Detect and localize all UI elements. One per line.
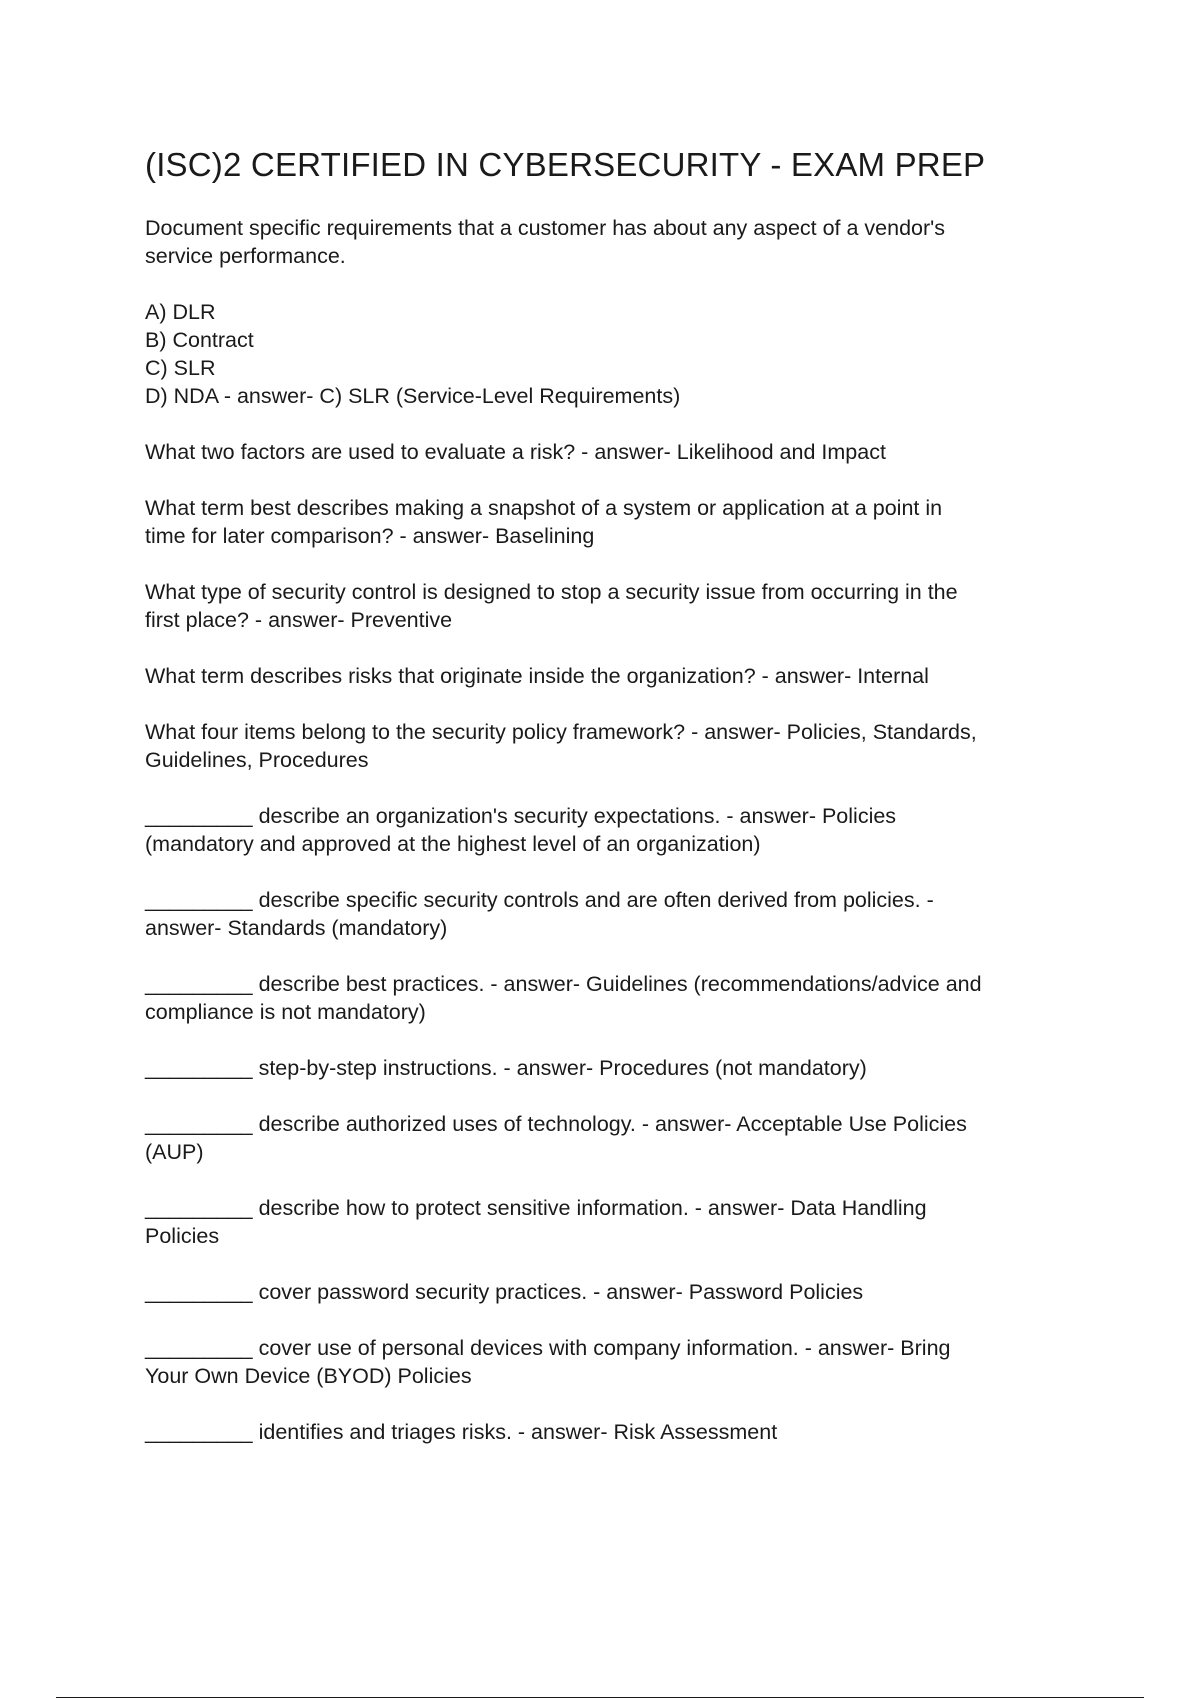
- question-text: _________ describe authorized uses of technology. - answer- Acceptable Use Policies (AUP): [145, 1112, 967, 1164]
- question-text: _________ step-by-step instructions. - answer- Procedures (not mandatory): [145, 1056, 867, 1080]
- question-text: Document specific requirements that a customer has about any aspect of a vendor's service performance.: [145, 216, 946, 268]
- question-text: What term best describes making a snapshot of a system or application at a point in time for later comparison? - answer- Baselining: [145, 496, 943, 548]
- document-page: [145, 145, 1090, 1474]
- question-text: _________ describe an organization's security expectations. - answer- Policies (mandatory and approved at the highest level of an organization): [145, 804, 897, 856]
- footer-divider: [56, 1697, 1144, 1698]
- question-text: _________ cover password security practices. - answer- Password Policies: [145, 1280, 864, 1304]
- question-text: What two factors are used to evaluate a risk? - answer- Likelihood and Impact: [145, 440, 886, 464]
- question-text: What type of security control is designed to stop a security issue from occurring in the first place? - answer- Preventive: [145, 580, 958, 632]
- question-text: What four items belong to the security policy framework? - answer- Policies, Standards, Guidelines, Procedures: [145, 720, 977, 772]
- question-text: _________ identifies and triages risks. - answer- Risk Assessment: [145, 1420, 778, 1444]
- question-text: _________ describe specific security controls and are often derived from policies. - answer- Standards (mandatory): [145, 888, 934, 940]
- question-text: _________ describe how to protect sensitive information. - answer- Data Handling Policies: [145, 1196, 927, 1248]
- answer-options: A) DLR B) Contract C) SLR D) NDA - answer- C) SLR (Service-Level Requirements): [145, 300, 681, 408]
- question-text: _________ cover use of personal devices with company information. - answer- Bring Your Own Device (BYOD) Policies: [145, 1336, 951, 1388]
- question-text: What term describes risks that originate inside the organization? - answer- Internal: [145, 664, 929, 688]
- document-title: (ISC)2 CERTIFIED IN CYBERSECURITY - EXAM PREP: [145, 146, 986, 183]
- question-text: _________ describe best practices. - answer- Guidelines (recommendations/advice and compliance is not mandatory): [145, 972, 982, 1024]
